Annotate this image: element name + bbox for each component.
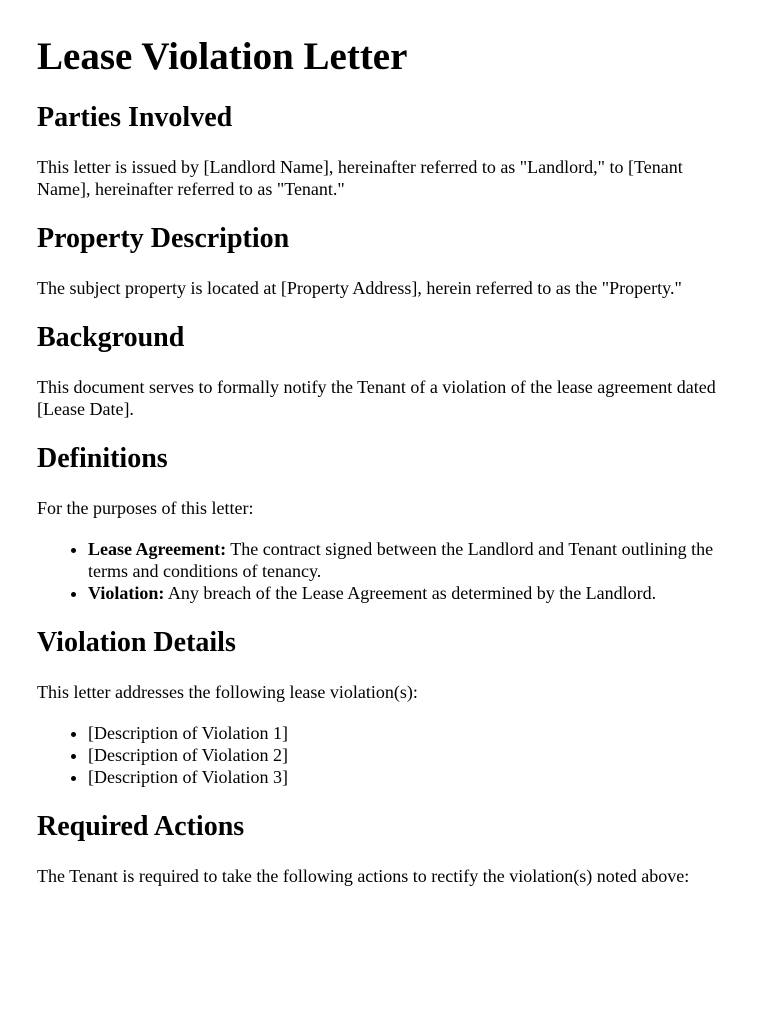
violations-list [37, 722, 734, 788]
section-heading-property: Property Description [37, 223, 290, 254]
list-item: • [Description of Violation 2] [88, 744, 734, 766]
list-item: • [Description of Violation 3] [88, 766, 734, 788]
definition-text: Any breach of the Lease Agreement as determined by the Landlord. [164, 583, 657, 603]
document-title: Lease Violation Letter [37, 35, 408, 78]
definition-term: Violation: [88, 583, 165, 603]
section-text-background: This document serves to formally notify the Tenant of a violation of the lease agreement dated [Lease Date]. [37, 377, 716, 419]
list-item [88, 582, 734, 604]
section-heading-violations: Violation Details [37, 627, 236, 658]
section-intro-violations: This letter addresses the following lease violation(s): [37, 682, 418, 702]
section-heading-background: Background [37, 322, 185, 353]
definition-term: Lease Agreement: [88, 539, 227, 559]
list-item [88, 538, 734, 582]
section-intro-actions: The Tenant is required to take the following actions to rectify the violation(s) noted above: [37, 866, 690, 886]
section-text-property: The subject property is located at [Property Address], herein referred to as the "Property." [37, 278, 682, 298]
section-intro-definitions: For the purposes of this letter: [37, 498, 254, 518]
definition-text: The contract signed between the Landlord and Tenant outlining the terms and conditions of tenancy. [88, 539, 714, 581]
section-text-parties: This letter is issued by [Landlord Name], hereinafter referred to as "Landlord," to [Tenant Name], hereinafter referred to as "Tenant." [37, 157, 683, 199]
section-heading-definitions: Definitions [37, 443, 168, 474]
section-heading-actions: Required Actions [37, 811, 245, 842]
list-item: • [Description of Violation 1] [88, 722, 734, 744]
definitions-list [37, 538, 734, 604]
section-heading-parties: Parties Involved [37, 102, 233, 133]
